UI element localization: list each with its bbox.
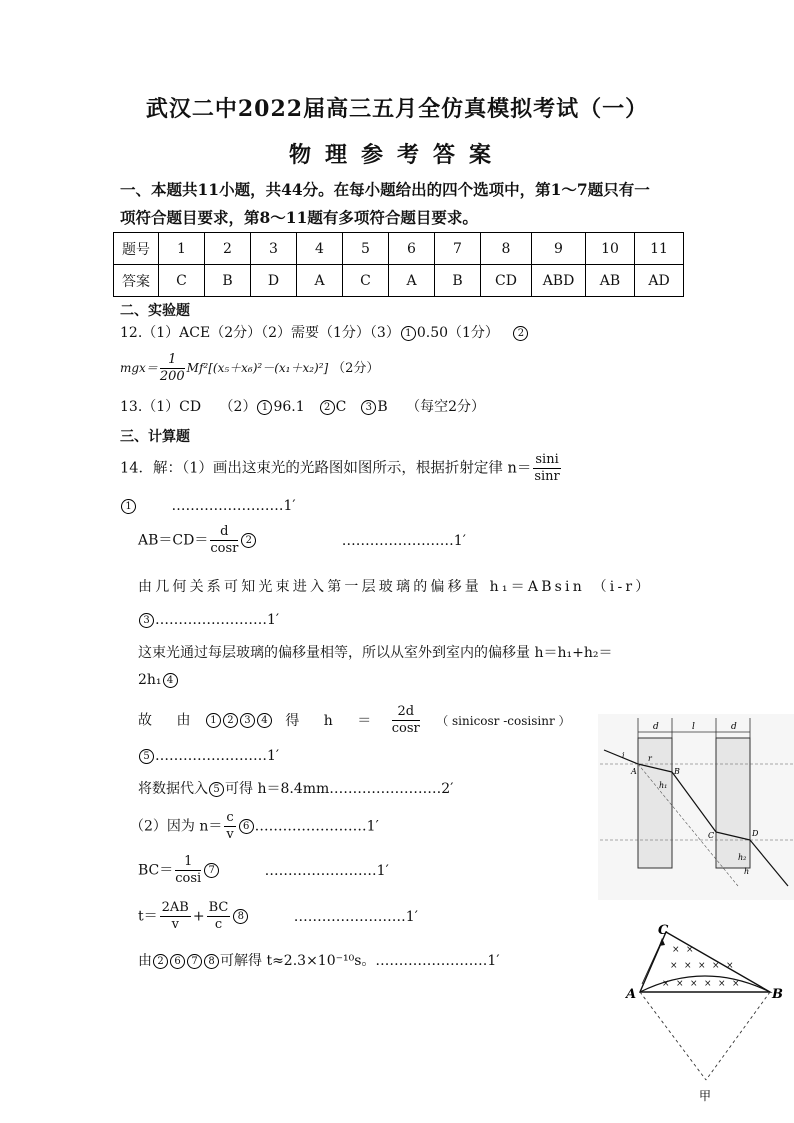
fraction-denominator: cosr	[210, 541, 239, 556]
label-B: B	[674, 767, 680, 776]
label-r: r	[648, 754, 652, 763]
table-cell: 11	[635, 233, 684, 265]
field-x: ×	[690, 979, 698, 989]
eq-fraction	[210, 524, 238, 557]
eq-text: 得 h ＝	[285, 712, 382, 729]
circled-number: 1	[257, 400, 272, 415]
fraction-numerator: 1	[175, 854, 201, 871]
label-jia: 甲	[699, 1089, 712, 1103]
fraction-denominator: sinr	[534, 469, 560, 484]
q14-text: 14．解：（1）画出这束光的光路图如图所示，根据折射定律 n＝	[120, 460, 532, 477]
eq-fraction	[224, 810, 235, 843]
field-x: ×	[712, 961, 720, 971]
q14-line9	[138, 748, 279, 764]
section3-heading: 三、计算题	[120, 429, 190, 445]
table-cell: AB	[586, 265, 635, 297]
label-i: i	[622, 751, 625, 760]
field-x: ×	[676, 979, 684, 989]
circled-number: 3	[240, 713, 255, 728]
table-cell: ABD	[532, 265, 586, 297]
table-cell: B	[435, 265, 481, 297]
formula-lhs: mgx＝	[120, 361, 158, 375]
score-dots: ……………………1′	[341, 532, 466, 549]
field-figure	[620, 920, 790, 1115]
formula-rhs: Mf²[(x₅＋x₆)²－(x₁＋x₂)²]	[186, 361, 329, 375]
figure-background	[598, 714, 794, 900]
label-C: C	[658, 923, 669, 938]
label-C: C	[708, 831, 715, 840]
q14-line5	[138, 612, 279, 628]
q13-line	[120, 396, 485, 416]
label-h: h	[744, 867, 750, 876]
eq-text: 可得 h＝8.4mm……………………2′	[225, 781, 454, 797]
table-cell: C	[343, 265, 389, 297]
q13-part-d: B （每空2分）	[377, 399, 486, 415]
circled-number: 7	[187, 954, 202, 969]
glass-pane-1	[638, 738, 672, 868]
circled-number: 3	[361, 400, 376, 415]
field-x: ×	[718, 979, 726, 989]
field-x: ×	[672, 945, 680, 955]
table-cell: 8	[481, 233, 532, 265]
table-cell: 2	[205, 233, 251, 265]
eq-text: BC＝	[138, 862, 174, 879]
label-d: d	[653, 722, 659, 732]
table-cell: 9	[532, 233, 586, 265]
field-x: ×	[684, 961, 692, 971]
table-cell: A	[389, 265, 435, 297]
eq-text: 故 由	[138, 712, 201, 729]
score-dots: ……………………1′	[264, 862, 389, 879]
page-title: 武汉二中2022届高三五月全仿真模拟考试（一）	[145, 96, 649, 122]
table-header-number: 题号	[114, 233, 159, 265]
eq-text: 由	[138, 953, 152, 969]
fraction-numerator: 2d	[392, 704, 420, 721]
eq-fraction	[175, 854, 201, 887]
formula-fraction	[160, 352, 185, 385]
score-dots: ……………………1′	[155, 612, 280, 628]
page-subtitle: 物理参考答案	[288, 142, 505, 168]
field-x: ×	[726, 961, 734, 971]
circled-number: 2	[241, 533, 256, 548]
velocity-arrow	[642, 940, 662, 984]
field-x: ×	[662, 979, 670, 989]
score-dots: ……………………1′	[254, 818, 379, 835]
table-header-answer: 答案	[114, 265, 159, 297]
q14-line6: 这束光通过每层玻璃的偏移量相等，所以从室外到室内的偏移量 h＝h₁+h₂＝	[138, 645, 613, 661]
field-x: ×	[686, 945, 694, 955]
q13-part-b: 96.1	[273, 399, 319, 415]
circled-number: 2	[223, 713, 238, 728]
q12-text: 12.（1）ACE（2分）（2）需要（1分）（3）	[120, 325, 400, 341]
circled-number: 7	[204, 863, 219, 878]
glass-pane-2	[716, 738, 750, 868]
q14-line8	[138, 704, 571, 737]
field-x: ×	[704, 979, 712, 989]
formula-score: （2分）	[332, 361, 380, 376]
q14-line12	[138, 854, 389, 887]
eq-text: 2h₁	[138, 672, 162, 688]
q14-line13	[138, 900, 418, 933]
q12-formula	[120, 352, 379, 385]
fraction-numerator: d	[210, 524, 238, 541]
fraction-denominator: v	[226, 827, 234, 842]
circled-number: 4	[163, 673, 178, 688]
dashed-line	[640, 992, 706, 1080]
score-dots: ……………………1′	[155, 748, 280, 764]
fraction-numerator: c	[226, 810, 234, 825]
q14-line3	[138, 524, 466, 557]
arrow-head	[659, 938, 665, 946]
fraction-numerator: 1	[160, 352, 185, 369]
table-cell: B	[205, 265, 251, 297]
table-cell: 6	[389, 233, 435, 265]
eq-text: +	[192, 908, 205, 925]
snell-fraction	[533, 452, 560, 485]
eq-text: 可解得 t≈2.3×10⁻¹⁰s。……………………1′	[220, 953, 500, 969]
fraction-denominator: cosr	[391, 721, 420, 736]
answer-table	[113, 232, 684, 297]
section1-instructions	[120, 176, 700, 232]
fraction-numerator: sini	[535, 452, 559, 467]
field-x: ×	[698, 961, 706, 971]
table-cell: 10	[586, 233, 635, 265]
eq-text: 将数据代入	[138, 781, 208, 797]
q14-line14	[138, 950, 500, 970]
eq-text: （2）因为 n＝	[130, 818, 223, 835]
table-cell: 4	[297, 233, 343, 265]
q14-line7	[138, 672, 179, 688]
label-h2: h₂	[738, 853, 747, 862]
table-cell: AD	[635, 265, 684, 297]
fraction-numerator: BC	[208, 900, 229, 915]
circled-number: 1	[401, 326, 416, 341]
circled-number: 6	[170, 954, 185, 969]
q14-line11	[130, 810, 379, 843]
table-row-numbers	[114, 233, 684, 265]
q14-line1	[120, 452, 563, 485]
section2-heading: 二、实验题	[120, 303, 190, 319]
fraction-denominator: 200	[159, 369, 185, 384]
circled-number: 8	[233, 909, 248, 924]
circled-number: 5	[209, 782, 224, 797]
label-A: A	[626, 987, 637, 1002]
eq-fraction	[392, 704, 420, 737]
q13-part-c: C	[335, 399, 361, 415]
fraction-denominator: cosi	[175, 871, 202, 886]
label-l: l	[692, 722, 695, 732]
eq-text: t＝	[138, 908, 158, 925]
table-cell: D	[251, 265, 297, 297]
circled-number: 8	[204, 954, 219, 969]
label-d: d	[731, 722, 737, 732]
label-h1: h₁	[659, 781, 668, 790]
label-B: B	[772, 987, 783, 1002]
circled-number: 2	[153, 954, 168, 969]
label-D: D	[752, 829, 759, 838]
table-cell: CD	[481, 265, 532, 297]
fraction-denominator: v	[171, 917, 179, 932]
circled-number: 2	[320, 400, 335, 415]
q12-line	[120, 322, 529, 342]
optics-figure	[598, 714, 794, 900]
circled-number: 6	[239, 819, 254, 834]
circled-number: 1	[121, 499, 136, 514]
q14-line10	[138, 778, 453, 798]
field-x: ×	[732, 979, 740, 989]
table-cell: 3	[251, 233, 297, 265]
q13-part-a: 13.（1）CD （2）	[120, 399, 257, 415]
fraction-numerator: 2AB	[161, 900, 189, 915]
circled-number: 2	[513, 326, 528, 341]
q12-value: 0.50（1分）	[416, 325, 499, 341]
eq-fraction	[207, 900, 231, 933]
section1-line1: 一、本题共11小题，共44分。在每小题给出的四个选项中，第1～7题只有一	[120, 180, 650, 199]
eq-fraction	[160, 900, 191, 933]
q14-line4: 由几何关系可知光束进入第一层玻璃的偏移量 h₁＝ABsin （i-r）	[138, 579, 653, 595]
score-dots: ……………………1′	[171, 498, 296, 514]
circled-number: 1	[206, 713, 221, 728]
table-cell: A	[297, 265, 343, 297]
eq-text: AB＝CD＝	[138, 532, 209, 549]
circled-number: 4	[257, 713, 272, 728]
circled-number: 5	[139, 749, 154, 764]
dashed-line	[706, 992, 770, 1080]
score-dots: ……………………1′	[293, 908, 418, 925]
section1-line2: 项符合题目要求，第8～11题有多项符合题目要求。	[120, 208, 478, 227]
fraction-denominator: c	[214, 917, 223, 932]
label-A: A	[631, 767, 637, 776]
circled-number: 3	[139, 613, 154, 628]
q14-line2	[120, 498, 296, 514]
table-cell: 7	[435, 233, 481, 265]
table-cell: 5	[343, 233, 389, 265]
table-cell: 1	[159, 233, 205, 265]
eq-text: （ sinicosr -cosisinr ）	[436, 713, 571, 728]
table-row-answers	[114, 265, 684, 297]
table-cell: C	[159, 265, 205, 297]
field-x: ×	[670, 961, 678, 971]
